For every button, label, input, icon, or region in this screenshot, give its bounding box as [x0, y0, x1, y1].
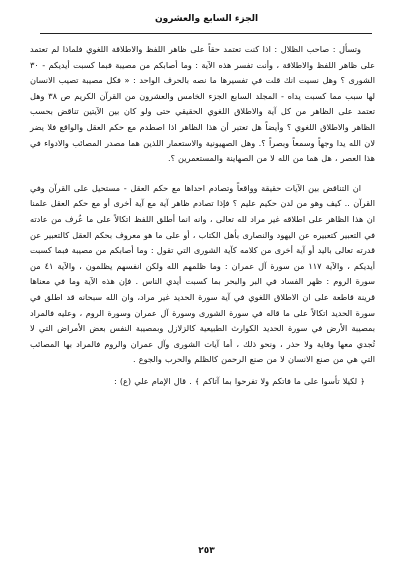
paragraph-3: ﴿ لكيلا تأسوا على ما فاتكم ولا تفرحوا بما آتاكم ﴾ . قال الإمام علي (ع) :: [113, 375, 365, 386]
header-rule: [40, 33, 372, 34]
running-header: الجزء السابع والعشرون: [154, 14, 259, 24]
page-number: ٢٥٣: [198, 546, 215, 556]
body-text: [30, 42, 375, 389]
paragraph-2: ان التناقض بين الآيات حقيقة وواقعاً وتصادم احداها مع حكم العقل - مستحيل على القرآن وفي القرآن .. كيف وهو من لدن حكيم عليم ؟ فإذا تصادم ظاهر آية مع آية أخرى أو مع حكم العقل علمنا ان هذا الظاهر على اطلاقه غير مراد لله تعالى ، وانه انما أطلق اللفظ اتكالاً على ما عُرف من عادته في التعبير كتعبيره عن اليهود والنصارى بأهل الكتاب ، أو على ما هو معروف بحكم العقل كالتعبير عن قدرته تعالى باليد أو آية أخرى من كلامه كآية الشورى التي تقول : وما أصابكم من مصيبة فبما كسبت أيديكم ، والآية ١١٧ من سورة آل عمران : وما ظلمهم الله ولكن انفسهم يظلمون ، والآية ٤١ من سورة الروم : ظهر الفساد في البر والبحر بما كسبت أيدي الناس . فإن هذه الآية وما في معناها قرينة قاطعة على ان الاطلاق اللغوي في آية سورة الحديد غير مراد، وان الله سبحانه قد اطلق في سورة الحديد اتكالاً على ما قاله في سورة الشورى وسورة آل عمران وسورة الروم ، وعليه فالمراد بمصيبة الأرض في سورة الحديد الكوارث الطبيعية كالزلازل وبمصيبة النفس بعض الأمراض التي لا تُجدي معها وقاية ولا حذر ، ونحو ذلك ، أما آيات الشورى وآل عمران والروم فالمراد بها المصائب التي هي من صنع الانسان لا من صنع الرحمن كالظلم والحرب والجوع .: [30, 182, 375, 365]
paragraph-1: وتسأل : صاحب الظلال : اذا كنت تعتمد حقاً على ظاهر اللفظ والاطلاقة اللغوي فلماذا لم تعتمد على ظاهر اللفظ والاطلاقة ، وأنت تفسر هذه الآية : وما أصابكم من مصيبة فبما كسبت أيديكم - ٣٠ الشورى ؟ وهل نسيت انك قلت في تفسيرها ما نصه بالحرف الواحد : « فكل مصيبة تصيب الانسان لها سبب مما كسبت يداه - المجلد السابع الجزء الخامس والعشرون من القرآن الكريم ص ٣٨ وهل تعتمد على الظاهر من كل آية والاطلاق اللغوي الحقيقي حتى ولو كان بين الآيتين تناقض بحسب الظاهر والاطلاق اللغوي ؟ وأيضاً هل تعتبر أن هذا الظاهر اذا اصطدم مع حكم العقل والواقع فلا يضر لان الله يدا وجهاً وسمعاً وبصراً ؟. وهل الصهيونية والاستعمار اللذين هما مصدر المصائب والادواء في هذا العصر ، هل هما من الله لا من الصهاينة والمستعمرين ؟.: [30, 44, 375, 164]
